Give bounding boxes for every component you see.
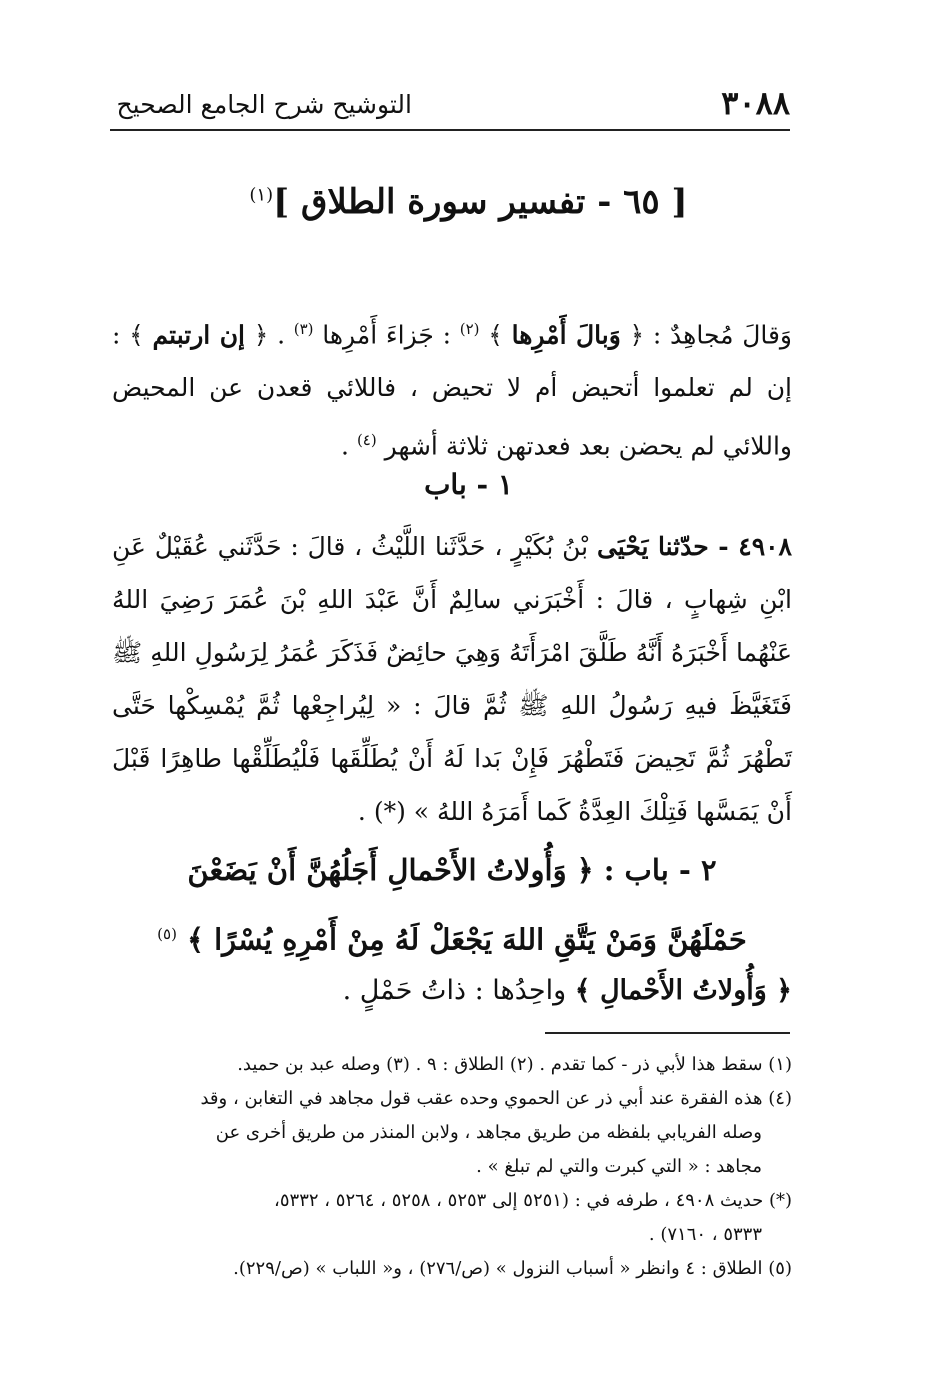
chapter-heading-1: ١ - باب <box>424 468 513 501</box>
intro-text-a: وَقالَ مُجاهِدٌ : ﴿ <box>620 320 792 350</box>
footnote-ref-star: (*) <box>373 797 406 826</box>
footnote-line: (٥) الطلاق : ٤ وانظر « أسباب النزول » (ص/٢٧٦) ، و« اللباب » (ص/٢٢٩). <box>233 1258 792 1279</box>
hadith-end: . <box>357 797 374 826</box>
chapter-heading-2-line2: حَمْلَهُنَّ وَمَنْ يَتَّقِ اللهَ يَجْعَلْ لَهُ مِنْ أَمْرِهِ يُسْرًا ﴾ <box>176 922 747 957</box>
footnote-line: (١) سقط هذا لأبي ذر - كما تقدم . (٢) الطلاق : ٩ . (٣) وصله عبد بن حميد. <box>237 1054 792 1075</box>
hadith-number: ٤٩٠٨ - حدّثنا يَحْيَى <box>596 532 792 561</box>
quran-quote: وَبالَ أَمْرِها <box>511 320 621 350</box>
sura-title: [ ٦٥ - تفسير سورة الطلاق ] <box>273 182 688 222</box>
quran-quote-2: إن ارتبتم <box>152 320 245 350</box>
footnote-line: (*) حديث ٤٩٠٨ ، طرفه في : (٥٢٥١ إلى ٥٢٥٣ ، ٥٢٥٨ ، ٥٢٦٤ ، ٥٣٣٢، <box>274 1190 792 1211</box>
intro-text-e: ﴾ : إن لم تعلموا أتحيض أم لا تحيض ، فاللائي قعدن عن المحيض واللائي لم يحضن بعد فعدتهن ثلاثة أشهر <box>112 320 792 461</box>
footnote-line: مجاهد : « التي كبرت والتي لم تبلغ » . <box>476 1156 762 1177</box>
footnote-line: ٥٣٣٣ ، ٧١٦٠) . <box>648 1224 762 1245</box>
ahmal-line <box>112 966 792 1016</box>
footnote-line: وصله الفريابي بلفظه من طريق مجاهد ، ولابن المنذر من طريق أخرى عن <box>215 1122 762 1143</box>
hadith-paragraph <box>112 520 792 838</box>
intro-text-d: . ﴿ <box>245 320 294 350</box>
footnote-ref-3: (٣) <box>293 320 314 338</box>
footnote-ref-4: (٤) <box>356 431 377 450</box>
intro-text-c: : جَزاءَ أَمْرِها <box>313 320 460 350</box>
page-number: ٣٠٨٨ <box>721 84 790 122</box>
ahmal-text: واحِدُها : ذاتُ حَمْلٍ . <box>342 975 575 1006</box>
footnote-ref-2: (٢) <box>459 320 480 338</box>
chapter-heading-2 <box>112 838 792 972</box>
footnote-ref-1: (١) <box>249 184 274 206</box>
header-rule <box>110 129 790 131</box>
chapter-heading-2-line1: ٢ - باب : ﴿ وَأُولاتُ الأَحْمالِ أَجَلُهُنَّ أَنْ يَضَعْنَ <box>187 853 717 887</box>
footnote-ref-5: (٥) <box>157 925 177 943</box>
intro-paragraph <box>112 303 792 473</box>
footnote-line: (٤) هذه الفقرة عند أبي ذر عن الحموي وحده عقب قول مجاهد في التغابن ، وقد <box>200 1088 792 1109</box>
hadith-text: بْنُ بُكَيْرٍ ، حَدَّثَنا اللَّيْثُ ، قالَ : حَدَّثَني عُقَيْلٌ عَنِ ابْنِ شِهابٍ ، قالَ : أَخْبَرَني سالِمٌ أَنَّ عَبْدَ اللهِ بْنَ عُمَرَ رَضِيَ اللهُ عَنْهُما أَخْبَرَهُ أَنَّهُ طَلَّقَ امْرَأَتَهُ وَهِيَ حائِضٌ فَذَكَرَ عُمَرُ لِرَسُولِ اللهِ ﷺ فَتَغَيَّظَ فيهِ رَسُولُ اللهِ ﷺ ثُمَّ قالَ : « لِيُراجِعْها ثُمَّ يُمْسِكْها حَتَّى تَطْهُرَ ثُمَّ تَحِيضَ فَتَطْهُرَ فَإِنْ بَدا لَهُ أَنْ يُطَلِّقَها فَلْيُطَلِّقْها طاهِرًا قَبْلَ أَنْ يَمَسَّها فَتِلْكَ العِدَّةُ كَما أَمَرَهُ اللهُ » <box>112 532 792 826</box>
sura-heading <box>0 182 937 222</box>
intro-text-f: . <box>341 431 357 461</box>
footnotes <box>112 1048 792 1286</box>
footnote-separator <box>545 1032 790 1034</box>
running-header-title: التوشيح شرح الجامع الصحيح <box>116 90 412 119</box>
intro-text-b: ﴾ <box>479 320 512 350</box>
ahmal-quote: ﴿ وَأُولاتُ الأَحْمالِ ﴾ <box>574 975 792 1006</box>
